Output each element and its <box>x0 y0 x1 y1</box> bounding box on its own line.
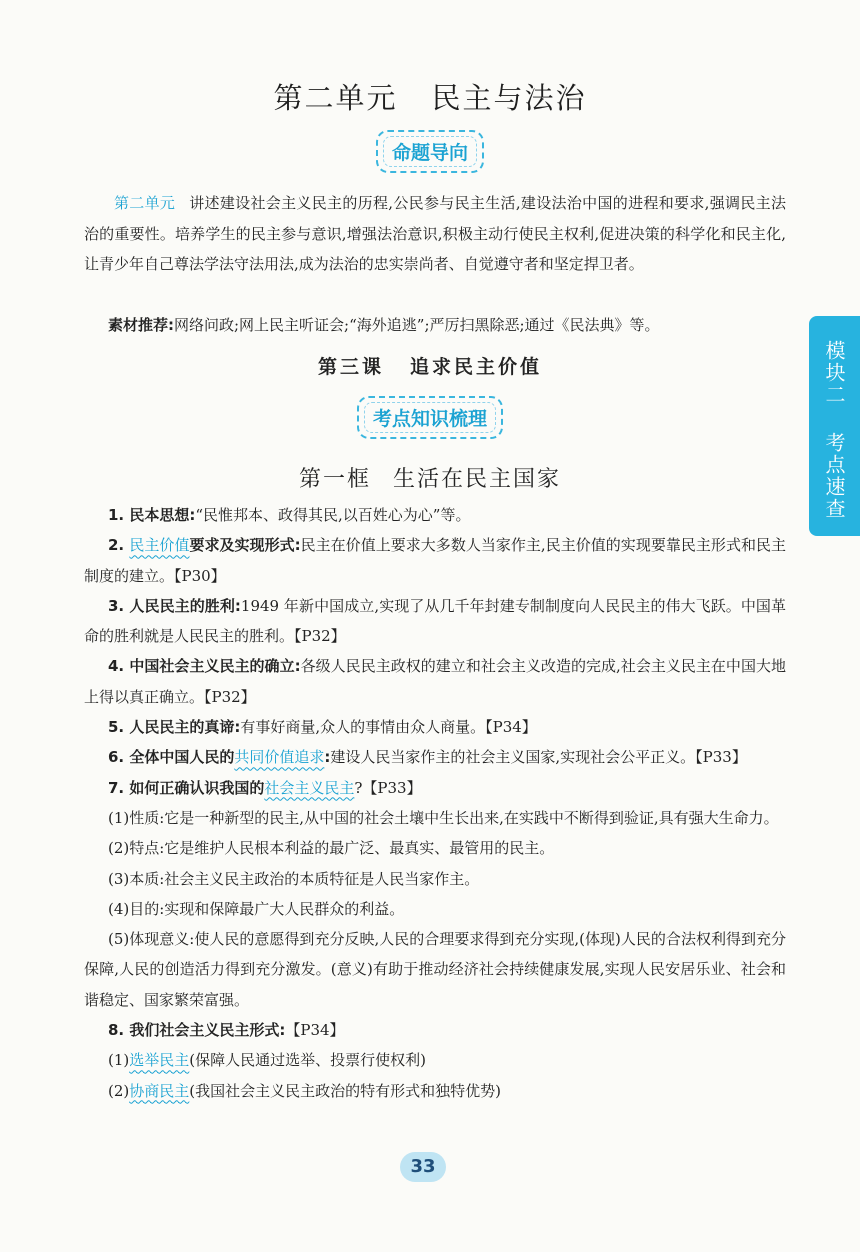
item-head: 1. 民本思想: <box>108 506 196 524</box>
frame-name: 生活在民主国家 <box>393 467 562 492</box>
item-head: 4. 中国社会主义民主的确立: <box>108 657 301 676</box>
page-number: 33 <box>400 1152 446 1182</box>
list-item <box>84 773 786 803</box>
key-term: 社会主义民主 <box>264 778 355 797</box>
sub-item <box>84 1076 786 1106</box>
badge-knowledge: 考点知识梳理 <box>357 396 503 439</box>
lesson-number: 第三课 <box>317 356 384 378</box>
material-label: 素材推荐: <box>108 316 174 334</box>
item-head: 3. 人民民主的胜利: <box>108 596 241 615</box>
item-text: 民主在价值上要求大多数人当家作主,民主价值的实现要靠民主形式和民主制度的建立。【P30】 <box>84 536 786 585</box>
lesson-name: 追求民主价值 <box>410 356 543 378</box>
item-text: 有事好商量,众人的事情由众人商量。【P34】 <box>240 718 537 737</box>
item-text: (我国社会主义民主政治的特有形式和独特优势) <box>189 1081 501 1100</box>
intro-label: 第二单元 <box>114 194 176 212</box>
side-tab: 模块二 考点速查 <box>809 316 860 536</box>
key-term: 民主价值 <box>129 536 190 555</box>
sub-item: (4)目的:实现和保障最广大人民群众的利益。 <box>108 899 405 918</box>
key-term: 共同价值追求 <box>234 748 325 767</box>
intro-text: 讲述建设社会主义民主的历程,公民参与民主生活,建设法治中国的进程和要求,强调民主法治的重要性。培养学生的民主参与意识,增强法治意识,积极主动行使民主权利,促进决策的科学化和民主化,让青少年自己尊法学法守法用法,成为法治的忠实崇尚者、自觉遵守者和坚定捍卫者。 <box>84 194 786 273</box>
unit-title-number: 第二单元 <box>273 81 398 115</box>
item-head: 8. 我们社会主义民主形式: <box>108 1021 286 1040</box>
item-text: 【P34】 <box>285 1021 345 1040</box>
sub-item: (1)性质:它是一种新型的民主,从中国的社会土壤中生长出来,在实践中不断得到验证,具有强大生命力。 <box>108 808 779 827</box>
key-term: 协商民主 <box>129 1081 190 1100</box>
item-head: 6. 全体中国人民的 <box>108 748 235 767</box>
frame-title <box>0 462 860 493</box>
intro-paragraph <box>84 188 786 280</box>
item-text: (保障人民通过选举、投票行使权利) <box>189 1051 426 1070</box>
material-text: 网络问政;网上民主听证会;“海外追逃”;严厉扫黑除恶;通过《民法典》等。 <box>174 316 660 334</box>
material-recommendation <box>108 314 660 335</box>
item-head: 5. 人民民主的真谛: <box>108 718 241 737</box>
item-colon: : <box>324 748 331 767</box>
list-item <box>84 1015 786 1045</box>
item-text: 1949 年新中国成立,实现了从几千年封建专制制度向人民民主的伟大飞跃。中国革命的胜利就是人民民主的胜利。【P32】 <box>84 596 787 646</box>
item-number: (2) <box>108 1081 130 1100</box>
list-item <box>84 591 786 652</box>
sub-item <box>84 1045 786 1075</box>
lesson-title <box>0 352 860 379</box>
sub-item: (5)体现意义:使人民的意愿得到充分反映,人民的合理要求得到充分实现,(体现)人民的合法权利得到充分保障,人民的创造活力得到充分激发。(意义)有助于推动经济社会持续健康发展,实现人民安居乐业、社会和谐稳定、国家繁荣富强。 <box>84 930 786 1009</box>
item-text: 各级人民民主政权的建立和社会主义改造的完成,社会主义民主在中国大地上得以真正确立。【P32】 <box>84 657 786 706</box>
knowledge-list <box>84 500 786 1106</box>
item-text: 建设人民当家作主的社会主义国家,实现社会公平正义。【P33】 <box>330 748 747 767</box>
badge-orientation: 命题导向 <box>376 130 484 173</box>
item-head: 7. 如何正确认识我国的 <box>108 778 265 797</box>
sub-item: (3)本质:社会主义民主政治的本质特征是人民当家作主。 <box>108 869 480 888</box>
sub-item: (2)特点:它是维护人民根本利益的最广泛、最真实、最管用的民主。 <box>108 839 555 858</box>
unit-title <box>0 76 860 117</box>
list-item <box>84 742 786 772</box>
key-term: 选举民主 <box>129 1051 190 1070</box>
list-item <box>84 651 786 712</box>
list-item <box>84 530 786 591</box>
unit-title-name: 民主与法治 <box>431 81 587 115</box>
list-item <box>84 712 786 742</box>
item-text: “民惟邦本、政得其民,以百姓心为心”等。 <box>195 506 471 524</box>
item-text: ?【P33】 <box>354 778 422 797</box>
item-head: 要求及实现形式: <box>189 536 301 555</box>
item-number: (1) <box>108 1051 130 1070</box>
frame-number: 第一框 <box>298 467 371 492</box>
list-item <box>84 500 786 530</box>
item-number: 2. <box>108 536 130 555</box>
